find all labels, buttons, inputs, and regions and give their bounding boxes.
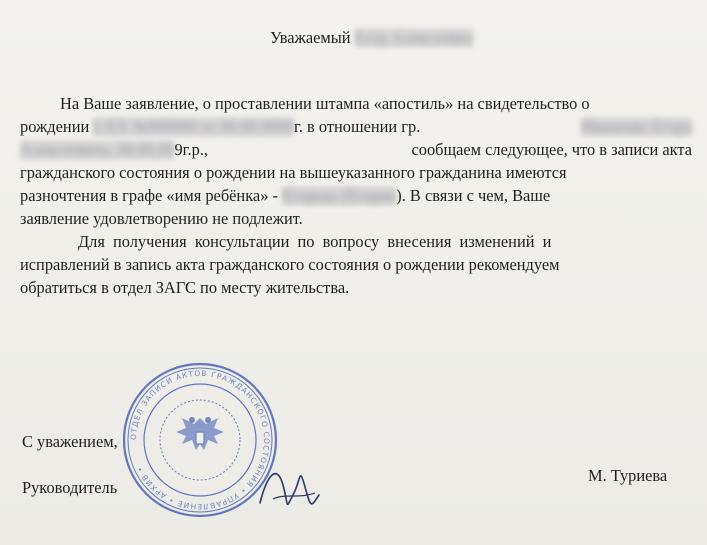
person-dob-redacted: Алексеевича, 00.00.00	[20, 140, 175, 159]
signer-name: М. Туриева	[588, 466, 668, 485]
body-line-7: Для получения консультации по вопросу внесения изменений и	[78, 232, 552, 251]
salutation	[270, 28, 473, 48]
body-line-6: заявление удовлетворению не подлежит.	[20, 209, 303, 228]
certificate-number-redacted: I-ХХ №000000 от 00.00.0000	[93, 117, 294, 136]
text-fragment: 9г.р.,	[174, 140, 209, 159]
child-name-redacted: Егорька (Егорик	[282, 186, 397, 205]
person-name-redacted: Иваненко Егора	[581, 117, 692, 136]
body-line-2	[20, 117, 692, 137]
body-line-3	[20, 140, 692, 160]
body-line-1: На Ваше заявление, о проставлении штампа «апостиль» на свидетельство о	[60, 94, 590, 113]
body-line-8: исправлений в запись акта гражданского состояния о рождении рекомендуем	[20, 255, 560, 274]
body-line-9: обратиться в отдел ЗАГС по месту жительства.	[20, 278, 350, 297]
text-fragment: рождении	[20, 117, 90, 136]
body-line-4: гражданского состояния о рождении на вышеуказанного гражданина имеются	[20, 163, 567, 182]
body-line-5	[20, 186, 550, 206]
text-fragment: ). В связи с чем, Ваше	[396, 186, 551, 205]
text-fragment: г. в отношении гр.	[293, 117, 421, 136]
handwritten-signature	[255, 455, 325, 515]
salutation-prefix: Уважаемый	[270, 28, 351, 47]
text-fragment: разночтения в графе «имя ребёнка» -	[20, 186, 278, 205]
svg-text:ОТДЕЛ ЗАПИСИ АКТОВ ГРАЖДАНСКОГ: ОТДЕЛ ЗАПИСИ АКТОВ ГРАЖДАНСКОГО СОСТОЯНИЯ • УПРАВЛЕНИЕ • АРХИВ •	[128, 368, 272, 512]
recipient-name-redacted: Егор Алексеевич	[354, 28, 474, 47]
closing-regards: С уважением,	[22, 432, 118, 451]
signer-position: Руководитель	[22, 478, 118, 497]
text-fragment: сообщаем следующее, что в записи акта	[411, 140, 692, 159]
